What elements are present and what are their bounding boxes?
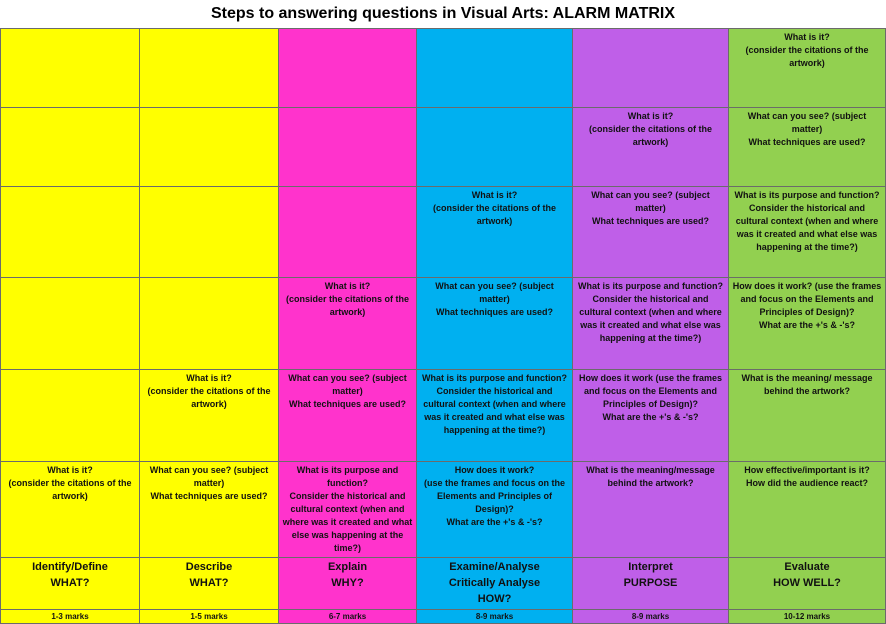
- question-text: How does it work?: [454, 465, 535, 475]
- evaluate-cell-purpose: [729, 187, 886, 278]
- explain-cell-empty: [279, 108, 417, 187]
- question-text: What techniques are used?: [288, 399, 407, 409]
- identify-cell-empty: [1, 187, 140, 278]
- explain-cell-what-see: [279, 370, 417, 462]
- describe-cell-empty: [140, 108, 279, 187]
- evaluate-cell-how-work: [729, 278, 886, 370]
- matrix-row-6: [1, 462, 886, 558]
- question-text: What are the +'s & -'s?: [446, 517, 543, 527]
- level-subtitle: HOW?: [477, 593, 512, 605]
- examine-cell-empty: [417, 29, 573, 108]
- question-text: (consider the citations of the artwork): [285, 294, 409, 317]
- interpret-cell-purpose: [573, 278, 729, 370]
- question-text: What can you see? (subject matter): [591, 190, 710, 213]
- question-text: (consider the citations of the artwork): [588, 124, 712, 147]
- question-text: What can you see? (subject matter): [288, 373, 407, 396]
- marks-identify: 1-3 marks: [1, 610, 140, 624]
- interpret-cell-how-work: [573, 370, 729, 462]
- question-text: What can you see? (subject matter): [149, 465, 269, 488]
- level-header-describe: [140, 558, 279, 610]
- level-subtitle: Critically Analyse: [448, 577, 541, 589]
- question-text: What techniques are used?: [150, 491, 268, 501]
- evaluate-cell-what-is-it: [729, 29, 886, 108]
- explain-cell-purpose: [279, 462, 417, 558]
- level-subtitle: WHY?: [331, 577, 364, 589]
- examine-cell-empty: [417, 108, 573, 187]
- level-header-evaluate: [729, 558, 886, 610]
- question-text: (use the frames and focus on the Elements and Principles of Design)?: [423, 478, 566, 514]
- page-title: Steps to answering questions in Visual Arts: ALARM MATRIX: [210, 5, 676, 22]
- identify-cell-empty: [1, 278, 140, 370]
- level-header-identify: [1, 558, 140, 610]
- question-text: What techniques are used?: [748, 137, 866, 147]
- question-text: What techniques are used?: [591, 216, 710, 226]
- identify-cell-empty: [1, 29, 140, 108]
- examine-cell-what-see: [417, 278, 573, 370]
- level-subtitle: WHAT?: [50, 577, 90, 589]
- question-text: What are the +'s & -'s?: [602, 412, 699, 422]
- level-header-row: [1, 558, 886, 610]
- level-header-examine: [417, 558, 573, 610]
- identify-cell-what-is-it: [1, 462, 140, 558]
- question-text: What techniques are used?: [435, 307, 554, 317]
- matrix-row-1: [1, 29, 886, 108]
- question-text: What is it?: [627, 111, 674, 121]
- examine-cell-purpose: [417, 370, 573, 462]
- question-text: What is it?: [471, 190, 518, 200]
- level-title: Evaluate: [784, 561, 830, 573]
- level-header-explain: [279, 558, 417, 610]
- describe-cell-what-see: [140, 462, 279, 558]
- question-text: How does it work (use the frames and focus on the Elements and Principles of Design)?: [578, 373, 723, 409]
- interpret-cell-what-is-it: [573, 108, 729, 187]
- question-text: (consider the citations of the artwork): [745, 45, 869, 68]
- level-subtitle: PURPOSE: [623, 577, 678, 589]
- question-text: What is the meaning/message behind the artwork?: [586, 465, 715, 488]
- describe-cell-empty: [140, 187, 279, 278]
- examine-cell-how-work: [417, 462, 573, 558]
- question-text: What is its purpose and function?: [422, 373, 567, 383]
- level-title: Identify/Define: [32, 561, 108, 573]
- level-title: Explain: [327, 561, 368, 573]
- matrix-row-3: [1, 187, 886, 278]
- marks-explain: 6-7 marks: [279, 610, 417, 624]
- interpret-cell-meaning: [573, 462, 729, 558]
- marks-evaluate: 10-12 marks: [729, 610, 886, 624]
- question-text: What can you see? (subject matter): [435, 281, 554, 304]
- question-text: What is the meaning/ message behind the artwork?: [741, 373, 873, 396]
- explain-cell-empty: [279, 187, 417, 278]
- question-text: What is it?: [186, 373, 232, 383]
- question-text: How does it work? (use the frames and focus on the Elements and Principles of Design)?: [732, 281, 882, 317]
- question-text: What is it?: [324, 281, 371, 291]
- describe-cell-empty: [140, 278, 279, 370]
- examine-cell-what-is-it: [417, 187, 573, 278]
- question-text: Consider the historical and cultural context (when and where was it created and what else was happening at the time?): [735, 203, 879, 252]
- level-subtitle: HOW WELL?: [773, 577, 841, 589]
- matrix-row-2: [1, 108, 886, 187]
- interpret-cell-empty: [573, 29, 729, 108]
- evaluate-cell-effective: [729, 462, 886, 558]
- marks-row: [1, 610, 886, 624]
- marks-interpret: 8-9 marks: [573, 610, 729, 624]
- question-text: What is its purpose and function?: [578, 281, 723, 291]
- alarm-matrix-table: [0, 28, 886, 624]
- question-text: Consider the historical and cultural context (when and where was it created and what else was happening at the time?): [579, 294, 722, 343]
- matrix-row-4: [1, 278, 886, 370]
- marks-examine: 8-9 marks: [417, 610, 573, 624]
- matrix-row-5: [1, 370, 886, 462]
- identify-cell-empty: [1, 108, 140, 187]
- question-text: (consider the citations of the artwork): [147, 386, 271, 409]
- evaluate-cell-meaning: [729, 370, 886, 462]
- question-text: What are the +'s & -'s?: [758, 320, 856, 330]
- question-text: What is it?: [47, 465, 93, 475]
- describe-cell-empty: [140, 29, 279, 108]
- question-text: (consider the citations of the artwork): [8, 478, 132, 501]
- question-text: What is its purpose and function?: [734, 190, 880, 200]
- describe-cell-what-is-it: [140, 370, 279, 462]
- question-text: How effective/important is it?: [744, 465, 870, 475]
- question-text: What can you see? (subject matter): [747, 111, 867, 134]
- marks-describe: 1-5 marks: [140, 610, 279, 624]
- evaluate-cell-what-see: [729, 108, 886, 187]
- question-text: (consider the citations of the artwork): [432, 203, 556, 226]
- question-text: What is it?: [784, 32, 830, 42]
- level-title: Examine/Analyse: [449, 561, 540, 573]
- level-header-interpret: [573, 558, 729, 610]
- question-text: Consider the historical and cultural context (when and where was it created and what else was happening at the time?): [282, 491, 413, 553]
- explain-cell-empty: [279, 29, 417, 108]
- level-title: Describe: [185, 561, 233, 573]
- interpret-cell-what-see: [573, 187, 729, 278]
- explain-cell-what-is-it: [279, 278, 417, 370]
- level-title: Interpret: [628, 561, 673, 573]
- question-text: What is its purpose and function?: [296, 465, 399, 488]
- level-subtitle: WHAT?: [189, 577, 229, 589]
- question-text: How did the audience react?: [745, 478, 869, 488]
- question-text: Consider the historical and cultural context (when and where was it created and what else was happening at the time?): [423, 386, 566, 435]
- identify-cell-empty: [1, 370, 140, 462]
